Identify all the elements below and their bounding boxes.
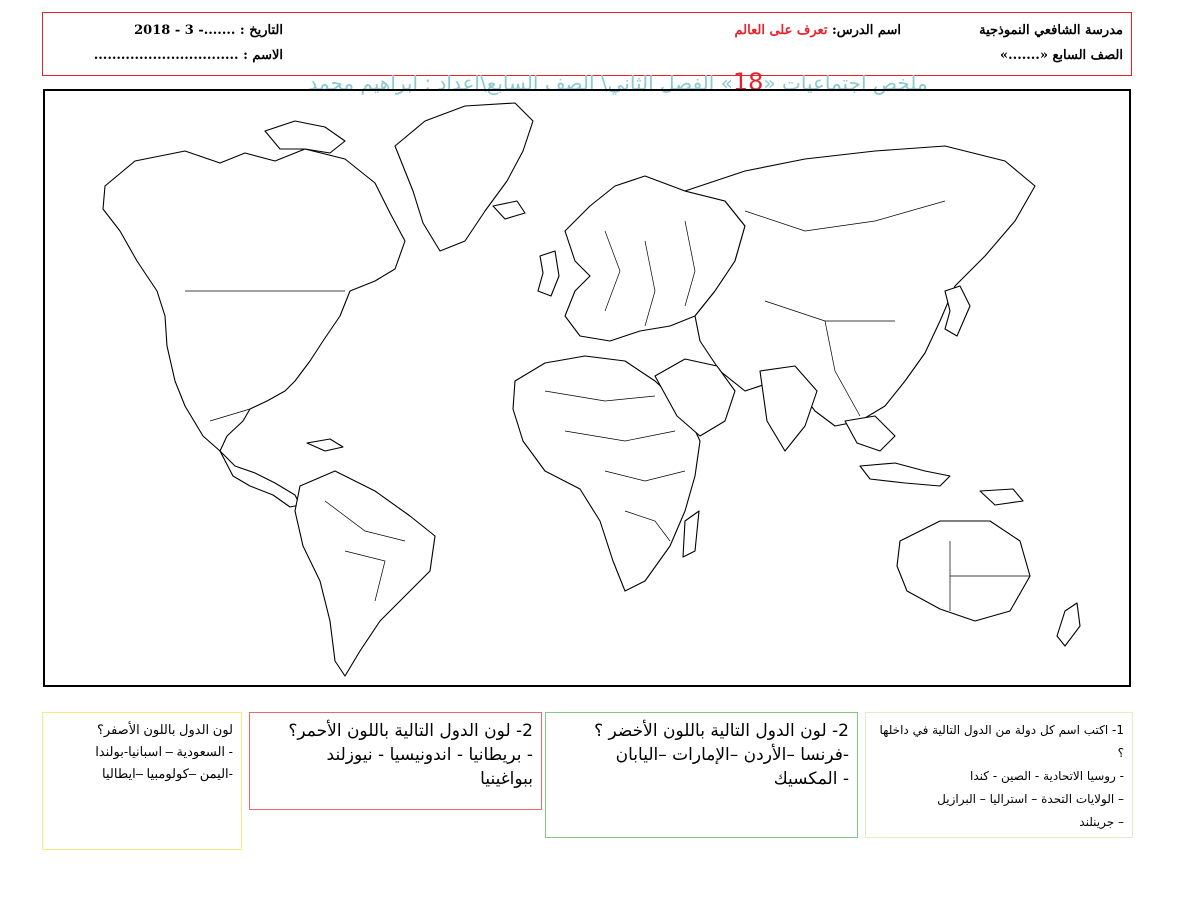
student-name-field: الاسم : ................................ (93, 48, 283, 63)
continent-north-america (103, 149, 405, 451)
question-green-line-1: -فرنسا –الأردن –الإمارات –اليابان (615, 745, 849, 765)
watermark-number: 18 (732, 68, 764, 96)
lesson-title: تعرف على العالم (734, 23, 828, 38)
question-green-title: 2- لون الدول التالية باللون الأخضر ؟ (594, 721, 849, 741)
question-yellow-box (42, 712, 242, 850)
country-new-zealand (1057, 603, 1080, 646)
lesson-label: اسم الدرس: (831, 23, 901, 38)
lesson-name (735, 23, 901, 38)
continent-asia (685, 146, 1035, 426)
continent-australia (897, 521, 1030, 621)
country-madagascar (683, 511, 699, 557)
country-uk (538, 251, 559, 296)
continent-greenland (395, 103, 533, 251)
date-field: التاريخ : .......- 3 - 2018 (134, 23, 283, 38)
question-red-box (249, 712, 542, 810)
question-1-title: 1- اكتب اسم كل دولة من الدول التالية في داخلها ؟ (879, 723, 1124, 760)
question-yellow-title: لون الدول باللون الأصفر؟ (97, 722, 233, 737)
question-red-title: 2- لون الدول التالية باللون الأحمر؟ (288, 721, 533, 741)
country-indonesia (860, 463, 950, 486)
question-1-line-3: – جرينلند (1079, 815, 1124, 829)
question-red-line-2: ببواغينيا (480, 769, 533, 789)
question-red-line-1: - بريطانيا - اندونيسيا - نيوزلند (326, 745, 533, 765)
world-map (45, 91, 1129, 685)
question-green-line-2: - المكسيك (773, 769, 849, 789)
caribbean-islands (307, 439, 343, 451)
southeast-asia (845, 416, 895, 451)
question-1-box (865, 712, 1133, 838)
country-papua-new-guinea (980, 489, 1023, 505)
question-yellow-line-2: -اليمن –كولومبيا –ايطاليا (102, 766, 233, 781)
country-iceland (493, 201, 525, 219)
question-green-box (545, 712, 858, 838)
question-yellow-line-1: - السعودية – اسبانيا-بولندا (95, 744, 233, 759)
continent-south-america (295, 471, 435, 676)
watermark-text-start: ملخص اجتماعيات « (763, 71, 928, 95)
world-map-frame (43, 89, 1131, 687)
header-box (42, 12, 1132, 76)
question-1-line-1: - روسيا الاتحادية - الصين - كندا (970, 769, 1124, 783)
question-1-line-2: – الولايات التحدة – استراليا – البرازيل (937, 792, 1124, 806)
watermark-text-end: » الفصل الثاني\ الصف السابع\اعداد : ابراهيم محمد (308, 71, 733, 95)
canadian-islands (265, 121, 345, 153)
country-japan (945, 286, 970, 336)
school-name: مدرسة الشافعي النموذجية (979, 23, 1123, 38)
grade-label: الصف السابع «.......» (1000, 48, 1123, 63)
central-america (220, 451, 300, 507)
